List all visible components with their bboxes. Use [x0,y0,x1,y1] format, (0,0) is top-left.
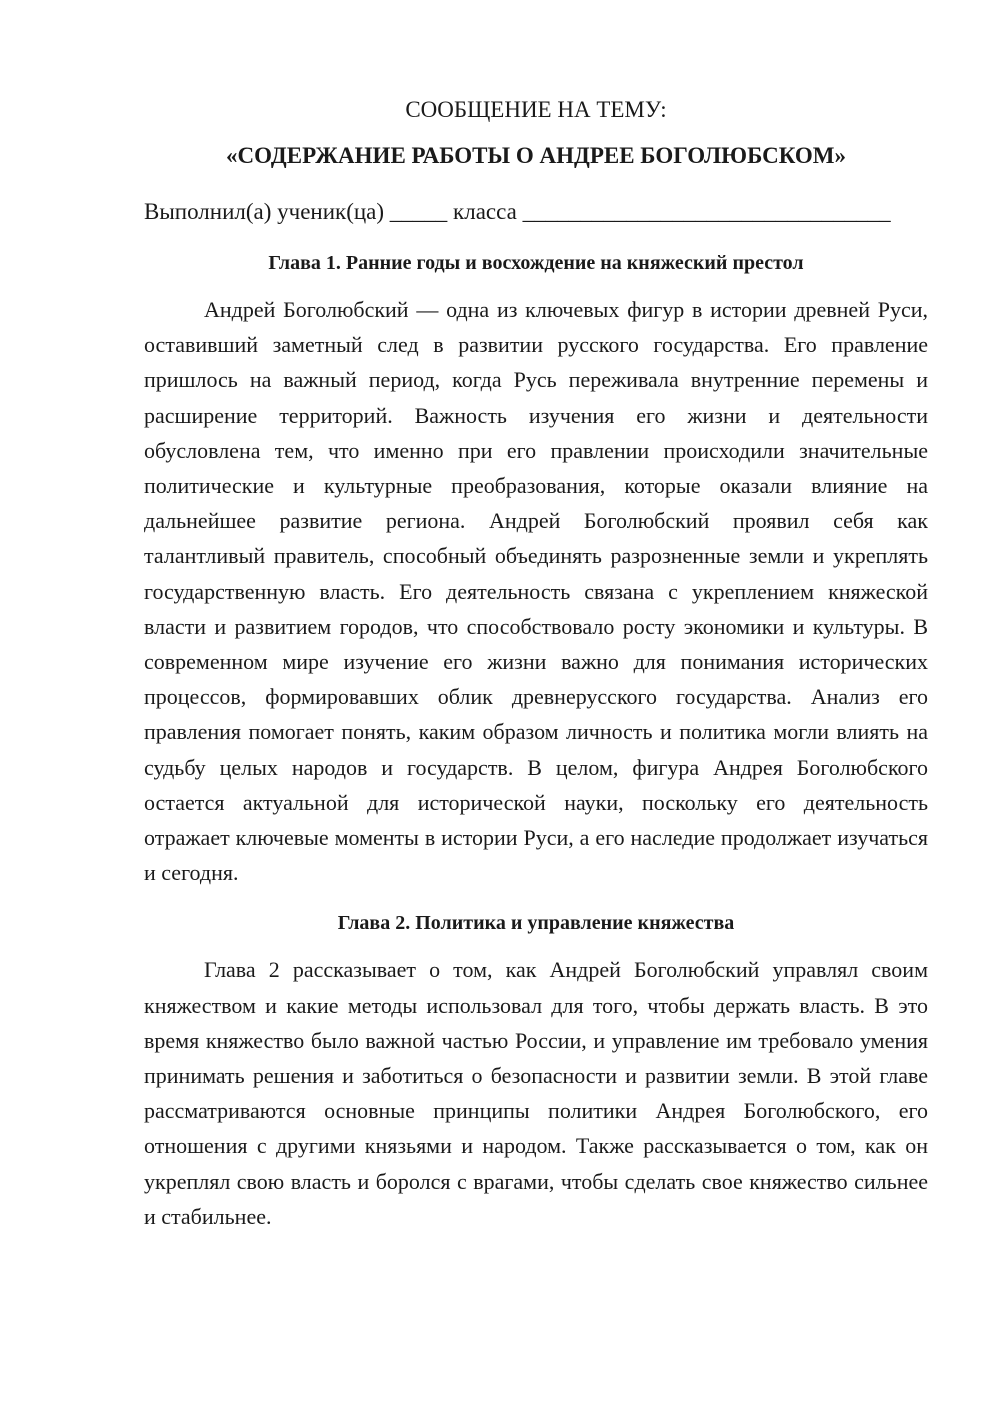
chapter-1-paragraph: Андрей Боголюбский — одна из ключевых фигур в истории древней Руси, оставивший заметный след в развитии русского государства. Его правление пришлось на важный период, когда Русь переживала внутренние перемены и расширение территорий. Важность изучения его жизни и деятельности обусловлена тем, что именно при его правлении происходили значительные политические и культурные преобразования, которые оказали влияние на дальнейшее развитие региона. Андрей Боголюбский проявил себя как талантливый правитель, способный объединять разрозненные земли и укреплять государственную власть. Его деятельность связана с укреплением княжеской власти и развитием городов, что способствовало росту экономики и культуры. В современном мире изучение его жизни важно для понимания исторических процессов, формировавших облик древнерусского государства. Анализ его правления помогает понять, каким образом личность и политика могли влиять на судьбу целых народов и государств. В целом, фигура Андрея Боголюбского остается актуальной для исторической науки, поскольку его деятельность отражает ключевые моменты в истории Руси, а его наследие продолжает изучаться и сегодня. [144,297,928,886]
student-info-line: Выполнил(а) ученик(ца) _____ класса ________________________________ [144,199,891,224]
chapter-1-title: Глава 1. Ранние годы и восхождение на княжеский престол [268,252,804,274]
report-topic: «СОДЕРЖАНИЕ РАБОТЫ О АНДРЕЕ БОГОЛЮБСКОМ» [226,143,846,168]
chapter-2-paragraph: Глава 2 рассказывает о том, как Андрей Боголюбский управлял своим княжеством и какие методы использовал для того, чтобы держать власть. В это время княжество было важной частью России, и управление им требовало умения принимать решения и заботиться о безопасности и развитии земли. В этой главе рассматриваются основные принципы политики Андрея Боголюбского, его отношения с другими князьями и народом. Также рассказывается о том, как он укреплял свою власть и боролся с врагами, чтобы сделать свое княжество сильнее и стабильнее. [144,957,928,1229]
document-content [144,92,928,1234]
chapter-2-title: Глава 2. Политика и управление княжества [337,912,735,935]
report-heading: СООБЩЕНИЕ НА ТЕМУ: [405,97,667,122]
